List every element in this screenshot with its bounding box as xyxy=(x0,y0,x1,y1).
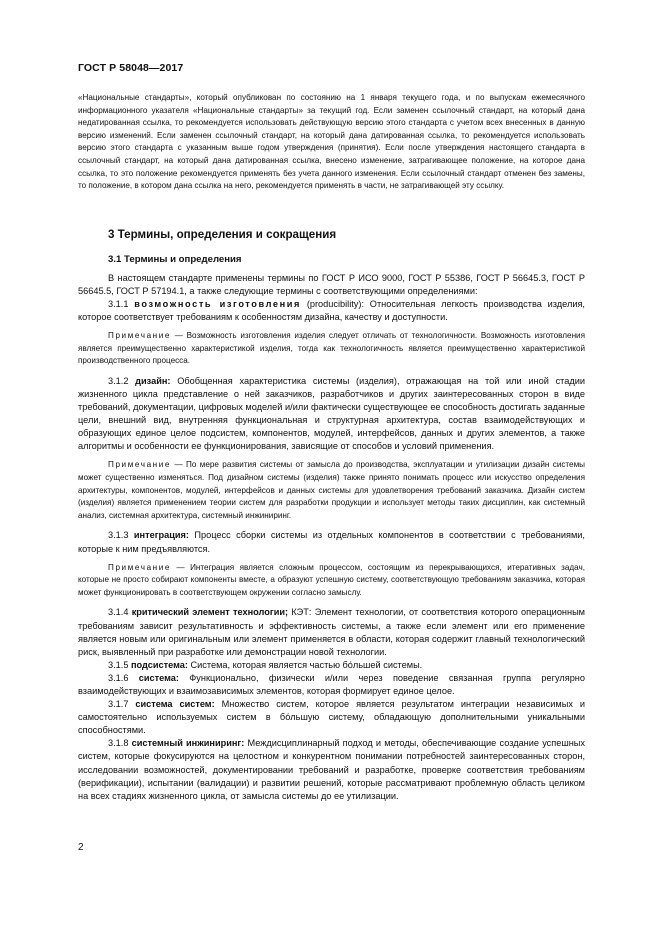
note-label: Примечание xyxy=(108,331,172,341)
term-name: системный инжиниринг: xyxy=(131,738,245,749)
term-number: 3.1.8 xyxy=(108,738,132,749)
term-entry xyxy=(78,672,585,698)
note-text: Возможность изготовления изделия следует отличать от технологичности. Возможность изготовления является преимущественно характеристикой изделия, тогда как технологичность является преимущественно характеристикой производственного процесса. xyxy=(78,331,585,366)
term-name: подсистема: xyxy=(131,659,188,670)
term-number: 3.1.6 xyxy=(108,672,139,683)
term-name: дизайн: xyxy=(135,375,171,386)
term-number: 3.1.2 xyxy=(108,375,136,386)
page-number: 2 xyxy=(78,842,84,853)
term-definition: Обобщенная характеристика системы (изделия), отражающая на той или иной стадии жизненного цикла представление о ней заказчиков, разработчиков и других заинтересованных сторон в виде требований, документации, цифровых моделей и/или фактически существующее ее способность достигать заданные цели, внешний вид, внутренняя функциональная и структурная архитектура, состав взаимодействующих и образующих единое целое подсистем, компонентов, модулей, интерфейсов, данных и других элементов, а также алгоритмы и особенности ее функционирования, зависящие от способов и условий применения. xyxy=(78,375,586,452)
term-definition: (producibility): Относительная легкость производства изделия, которое соответствует требованиям к особенностям дизайна, качеству и доступности. xyxy=(78,298,585,323)
note-label: Примечание xyxy=(108,562,172,572)
term-definition: КЭТ: Элемент технологии, от соответствия которого операционным требованиям зависит результативность и эффективность системы, а также если элемент или его применение является новым или оригинальным или элемент применяется в области, которая содержит главный технологический риск, выявленный при разработке или демонстрации новой технологии. xyxy=(78,607,585,657)
section-lead: В настоящем стандарте применены термины по ГОСТ Р ИСО 9000, ГОСТ Р 55386, ГОСТ Р 56645.3, ГОСТ Р 56645.5, ГОСТ Р 57194.1, а также следующие термины с соответствующими определениями: xyxy=(78,272,585,296)
term-definition: Междисциплинарный подход и методы, обеспечивающие создание успешных систем, которые фокусируются на целостном и конкурентном понимании потребностей заинтересованных сторон, исследовании возможностей, документировании требований и разработке, проверке соответствия требованиям (верификации), испытании (валидации) и развитии решений, которые рассматривают проблемную область целиком на всех стадиях жизненного цикла, от замысла системы до ее утилизации. xyxy=(78,738,586,801)
term-number: 3.1.5 xyxy=(108,659,131,670)
term-name: система систем: xyxy=(135,699,215,710)
subsection-title: 3.1 Термины и определения xyxy=(108,253,242,265)
term-number: 3.1.7 xyxy=(108,699,136,710)
term-definition: Функционально, физически и/или через поведение связанная группа регулярно взаимодействующих и взаимозависимых элементов, которая формирует единое целое. xyxy=(78,672,585,696)
term-number: 3.1.4 xyxy=(108,607,132,618)
term-name: возможность изготовления xyxy=(134,298,301,309)
term-note: Примечание — Интеграция является сложным процессом, состоящим из перекрывающихся, итеративных задач, которые не просто собирают компоненты вместе, а образуют успешную систему, соответствующую требованиям заказчика, которая может функционировать в соответствующем окружении согласно замыслу. xyxy=(78,562,585,597)
note-label: Примечание xyxy=(108,460,172,470)
term-note: Примечание — Возможность изготовления изделия следует отличать от технологичности. Возможность изготовления является преимущественно характеристикой изделия, тогда как технологичность является преимущественно характеристикой производственного процесса. xyxy=(78,331,585,366)
term-definition: Множество систем, которое является результатом интеграции независимых и самостоятельно используемых систем в бо́льшую систему, обладающую дополнительными уникальными способностями. xyxy=(78,699,585,736)
term-definition: Система, которая является частью бо́льшей системы. xyxy=(187,659,423,670)
term-note: Примечание — По мере развития системы от замысла до производства, эксплуатации и утилизации дизайн системы может существенно изменяться. Под дизайном системы (изделия) также принято понимать процесс или искусство определения архитектуры, компонентов, модулей, интерфейсов и данных системы для удовлетворения требований заказчика. Дизайн систем (изделия) является применением теории систем для разработки продукции и использует методы таких дисциплин, как системный анализ, системная архитектура, системный инжиниринг. xyxy=(78,460,585,520)
intro-paragraph: «Национальные стандарты», который опубликован по состоянию на 1 января текущего года, и по выпускам ежемесячного информационного указателя «Национальные стандарты» за текущий год. Если заменен ссылочный стандарт, на который дана недатированная ссылка, то рекомендуется использовать действующую версию этого стандарта с учетом всех внесенных в данную версию изменений. Если заменен ссылочный стандарт, на который дана датированная ссылка, то рекомендуется использовать версию этого стандарта с указанным выше годом утверждения (принятия). Если после утверждения настоящего стандарта в ссылочный стандарт, на который дана датированная ссылка, внесено изменение, затрагивающее положение, на которое дана ссылка, то это положение рекомендуется применять без учета данного изменения. Если ссылочный стандарт отменен без замены, то положение, в котором дана ссылка на него, рекомендуется применять в части, не затрагивающей эту ссылку. xyxy=(78,93,585,191)
term-entry xyxy=(78,298,585,324)
document-body xyxy=(78,92,585,803)
note-text: Интеграция является сложным процессом, состоящим из перекрывающихся, итеративных задач, которые не просто собирают компоненты вместе, а образуют успешную систему, соответствующую требованиям заказчика, которая может функционировать в соответствующем окружении согласно замыслу. xyxy=(78,562,585,597)
term-entry xyxy=(78,659,585,672)
note-text: По мере развития системы от замысла до производства, эксплуатации и утилизации дизайн системы может существенно изменяться. Под дизайном системы (изделия) также принято понимать процесс или искусство определения архитектуры, компонентов, модулей, интерфейсов и данных системы для удовлетворения требований заказчика. Дизайн систем (изделия) является применением теории систем для разработки продукции и использует методы таких дисциплин, как системный анализ, системная архитектура, системный инжиниринг. xyxy=(78,460,585,520)
term-entry xyxy=(78,606,585,658)
term-entry xyxy=(78,529,585,555)
term-number: 3.1.1 xyxy=(108,298,135,309)
term-number: 3.1.3 xyxy=(108,530,134,541)
term-name: интеграция: xyxy=(133,530,189,541)
term-entry xyxy=(78,375,585,454)
term-name: система: xyxy=(138,672,179,683)
term-definition: Процесс сборки системы из отдельных компонентов в соответствии с требованиями, которые к ним предъявляются. xyxy=(78,530,585,554)
term-name: критический элемент технологии; xyxy=(131,607,289,618)
term-entry xyxy=(78,737,585,802)
term-entry xyxy=(78,698,585,737)
standard-header: ГОСТ Р 58048—2017 xyxy=(78,62,184,74)
section-title: 3 Термины, определения и сокращения xyxy=(108,227,337,241)
